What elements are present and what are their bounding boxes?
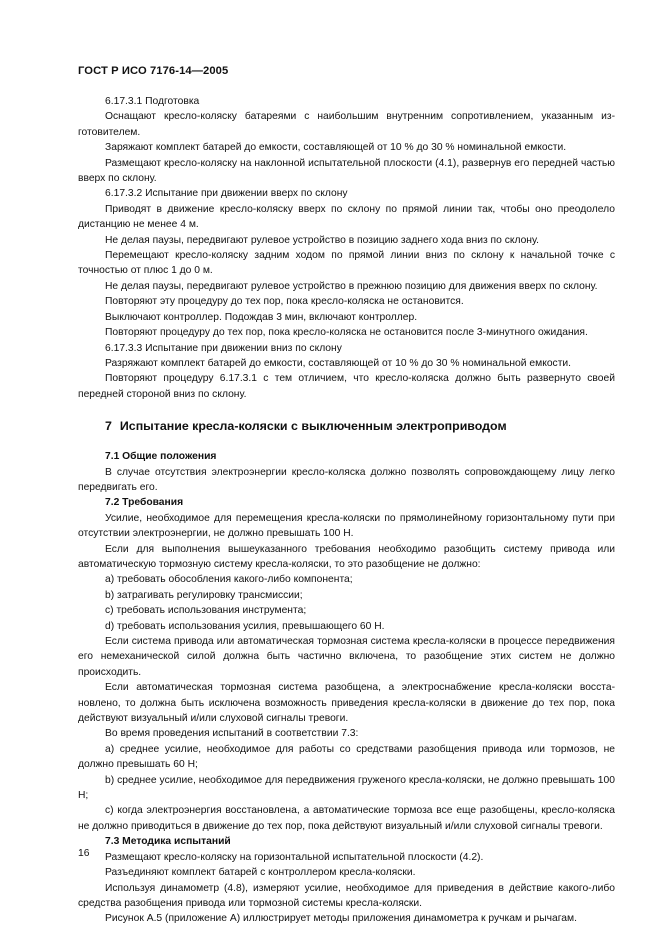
list-item: a) требовать обособления какого-либо компонента; xyxy=(105,574,353,586)
list-item: a) среднее усилие, необходимое для работы со средствами разобщения привода или тормозов, не должно превышать 60 Н; xyxy=(78,743,615,771)
subsection-heading: 7.1 Общие положения xyxy=(105,451,217,463)
paragraph: Если система привода или автоматическая тормозная система кресла-коляски в процессе передвижения его немеханической силой должна быть частично включена, то разобщение этих систем не должно происходить. xyxy=(78,636,615,678)
paragraph: Перемещают кресло-коляску задним ходом по прямой линии вниз по склону к начальной точке с точностью от плюс 1 до 0 м. xyxy=(78,250,615,277)
page-number: 16 xyxy=(78,848,90,859)
paragraph: Не делая паузы, передвигают рулевое устройство в прежнюю позицию для движения вверх по склону. xyxy=(105,280,598,292)
paragraph: Повторяют процедуру 6.17.3.1 с тем отличием, что кресло-коляска должно быть развернуто своей передней стороной вниз по склону. xyxy=(78,373,615,400)
paragraph: Используя динамометр (4.8), измеряют усилие, необходимое для приведения в действие какого-либо средства разобщения привода или тормозной системы кресла-коляски. xyxy=(78,882,615,909)
document-header: ГОСТ Р ИСО 7176-14—2005 xyxy=(78,65,229,77)
paragraph: Выключают контроллер. Подождав 3 мин, включают контроллер. xyxy=(105,311,418,323)
paragraph: Разъединяют комплект батарей с контроллером кресла-коляски. xyxy=(105,867,416,879)
list-item: b) затрагивать регулировку трансмиссии; xyxy=(105,589,303,601)
paragraph: В случае отсутствия электроэнергии кресло-коляска должно позволять сопровождающему лицу легко передвигать его. xyxy=(78,466,615,493)
section-title: Испытание кресла-коляски с выключенным электроприводом xyxy=(119,419,507,434)
paragraph: Не делая паузы, передвигают рулевое устройство в позицию заднего хода вниз по склону. xyxy=(105,234,539,246)
subsection-heading: 7.2 Требования xyxy=(105,497,184,509)
paragraph: Заряжают комплект батарей до емкости, составляющей от 10 % до 30 % номинальной емкости. xyxy=(105,142,567,154)
paragraph: Размещают кресло-коляску на наклонной испытательной плоскости (4.1), развернув его передней частью вверх по склону. xyxy=(78,157,615,185)
list-item: c) когда электроэнергия восстановлена, а автоматические тормоза все еще разобщены, кресло-коляска не должно приводиться в движение до тех пор, пока действуют визуальный и/или слуховой сигналы тревоги. xyxy=(78,805,615,832)
paragraph: Рисунок А.5 (приложение А) иллюстрирует методы приложения динамометра к ручкам и рычагам. xyxy=(105,913,577,925)
list-item: c) требовать использования инструмента; xyxy=(105,605,307,617)
paragraph: Если автоматическая тормозная система разобщена, а электроснабжение кресла-коляски восстановлено, то должна быть исключена возможность приведения кресла-коляски в движение до тех пор, пока действуют визуальный и/или слуховой сигналы тревоги. xyxy=(78,682,615,725)
page-body xyxy=(78,94,615,927)
section-heading xyxy=(78,418,615,434)
paragraph: Размещают кресло-коляску на горизонтальной испытательной плоскости (4.2). xyxy=(105,851,484,863)
paragraph: Усилие, необходимое для перемещения кресла-коляски по прямолинейному горизонтальному пути при отсутствии электроэнергии, не должно превышать 100 Н. xyxy=(78,512,615,540)
subsection-heading: 7.3 Методика испытаний xyxy=(105,836,231,848)
list-item: d) требовать использования усилия, превышающего 60 Н. xyxy=(105,620,385,632)
paragraph: Повторяют эту процедуру до тех пор, пока кресло-коляска не остановится. xyxy=(105,296,464,308)
subclause-heading: 6.17.3.3 Испытание при движении вниз по склону xyxy=(105,342,342,354)
subclause-heading: 6.17.3.1 Подготовка xyxy=(105,96,200,107)
section-number: 7 xyxy=(105,419,112,434)
paragraph: Во время проведения испытаний в соответствии 7.3: xyxy=(105,728,359,740)
paragraph: Если для выполнения вышеуказанного требования необходимо разобщить систему привода или автоматическую тормозную систему кресла-коляски, то это разобщение не должно: xyxy=(78,543,615,570)
list-item: b) среднее усилие, необходимое для передвижения груженого кресла-коляски, не должно превышать 100 Н; xyxy=(78,774,615,802)
subclause-heading: 6.17.3.2 Испытание при движении вверх по склону xyxy=(105,188,348,200)
paragraph: Приводят в движение кресло-коляску вверх по склону по прямой линии так, чтобы оно преодолело дистанцию не менее 4 м. xyxy=(78,203,615,231)
paragraph: Оснащают кресло-коляску батареями с наибольшим внутренним сопротивлением, указанным изготовителем. xyxy=(78,111,615,138)
paragraph: Разряжают комплект батарей до емкости, составляющей от 10 % до 30 % номинальной емкости. xyxy=(105,357,572,369)
paragraph: Повторяют процедуру до тех пор, пока кресло-коляска не остановится после 3-минутного ожидания. xyxy=(105,327,588,339)
